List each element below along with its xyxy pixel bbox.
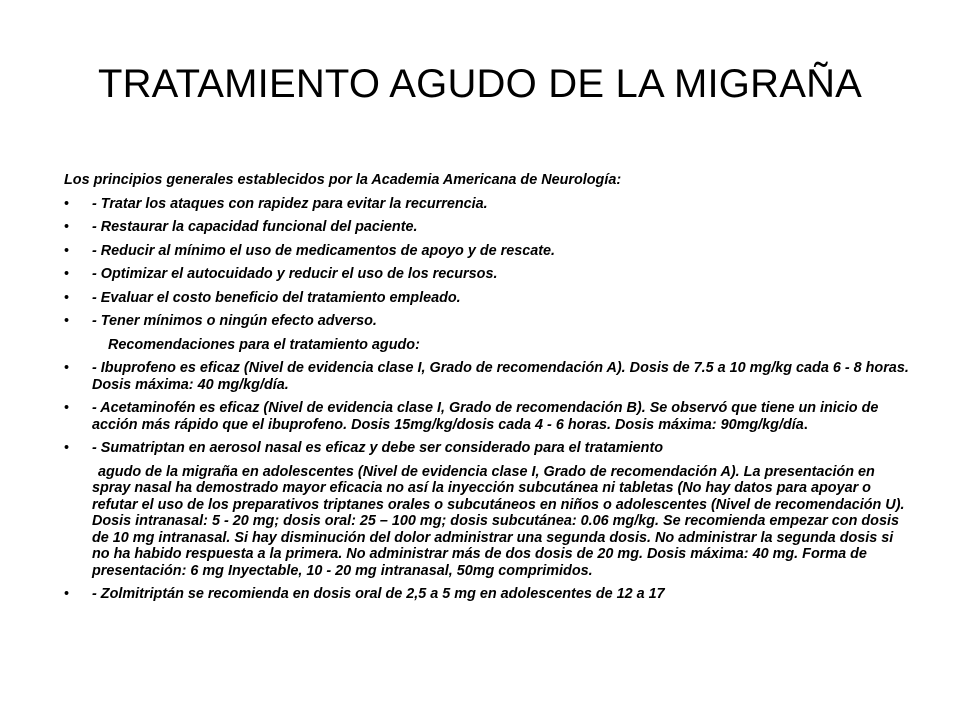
bullet-icon: • [64,360,70,376]
recommendation-sumatriptan [64,440,912,457]
principle-text: - Tener mínimos o ningún efecto adverso. [92,313,377,329]
recommendation-text: - Zolmitriptán se recomienda en dosis oral de 2,5 a 5 mg en adolescentes de 12 a 17 [92,586,665,602]
principle-item [64,266,912,283]
recommendation-text-end: . [803,416,808,433]
recommendation-text: - Acetaminofén es eficaz (Nivel de evidencia clase I, Grado de recomendación B). Se observó que tiene un inicio de acción más rápido que el ibuprofeno. Dosis 15mg/kg/dosis cada 4 - 6 horas. Dosis máxima: 90mg/kg/día [92,400,879,433]
bullet-icon: • [64,219,70,235]
principle-text: - Optimizar el autocuidado y reducir el uso de los recursos. [92,266,498,282]
recommendation-text: - Ibuprofeno es eficaz (Nivel de evidencia clase I, Grado de recomendación A). Dosis de 7.5 a 10 mg/kg cada 6 - 8 horas. Dosis máxima: 40 mg/kg/día. [92,360,909,393]
bullet-icon: • [64,400,70,416]
bullet-icon: • [64,440,70,456]
bullet-icon: • [64,313,70,329]
recommendation-acetaminofen [64,400,912,433]
principle-text: - Restaurar la capacidad funcional del paciente. [92,219,418,235]
bullet-icon: • [64,242,70,259]
recommendation-ibuprofeno [64,360,912,393]
principle-item [64,196,912,213]
bullet-icon: • [64,195,70,212]
recommendation-zolmitriptan [64,586,912,603]
principle-text: - Evaluar el costo beneficio del tratamiento empleado. [92,289,461,306]
principle-text: - Reducir al mínimo el uso de medicamentos de apoyo y de rescate. [92,242,556,259]
principle-item [64,290,912,307]
slide-title: TRATAMIENTO AGUDO DE LA MIGRAÑA [97,62,863,106]
principle-item [64,243,912,260]
principle-item [64,219,912,236]
bullet-icon: • [64,289,70,306]
recommendation-text: - Sumatriptan en aerosol nasal es eficaz y debe ser considerado para el tratamiento [92,440,664,456]
principle-item [64,313,912,330]
principle-text: - Tratar los ataques con rapidez para evitar la recurrencia. [92,195,488,212]
bullet-icon: • [64,586,70,602]
sumatriptan-continued: agudo de la migraña en adolescentes (Nivel de evidencia clase I, Grado de recomendación A). La presentación en spray nasal ha demostrado mayor eficacia no así la inyección subcutánea ni tabletas (No hay datos para apoyar o refutar el uso de los preparativos triptanes orales o subcutáneos en niños o adolescentes (Nivel de recomendación U). Dosis intranasal: 5 - 20 mg; dosis oral: 25 – 100 mg; dosis subcutánea: 0.06 mg/kg. Se recomienda empezar con dosis de 10 mg intranasal. Si hay disminución del dolor administrar una segunda dosis. No administrar la segunda dosis si no ha habido respuesta a la primera. No administrar más de dos dosis de 20 mg. Dosis máxima: 40 mg. Forma de presentación: 6 mg Inyectable, 10 - 20 mg intranasal, 50mg comprimidos. [92,463,905,579]
slide-body [64,172,912,610]
intro-text: Los principios generales establecidos por la Academia Americana de Neurología: [64,172,622,188]
bullet-icon: • [64,266,70,282]
recommendations-heading: Recomendaciones para el tratamiento agudo: [108,336,420,353]
